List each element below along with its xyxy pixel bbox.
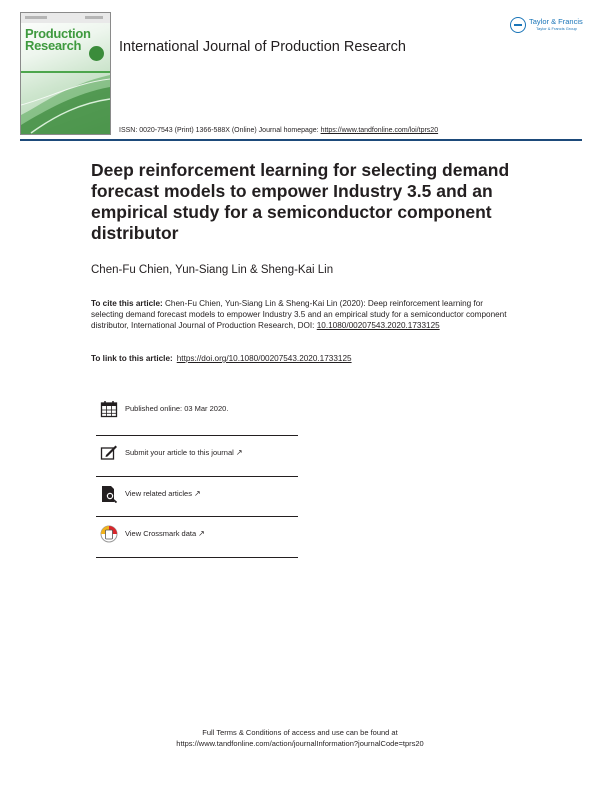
article-doi-link[interactable]: https://doi.org/10.1080/00207543.2020.1733125: [176, 354, 352, 363]
logo-icon: [510, 17, 526, 33]
crossmark-label: View Crossmark data: [125, 529, 197, 538]
related-articles-label-wrap: [125, 489, 201, 498]
cover-band: [21, 71, 110, 73]
footer: [0, 727, 600, 749]
cover-badge: [89, 46, 104, 61]
footer-terms-link[interactable]: https://www.tandfonline.com/action/journalInformation?journalCode=tprs20: [176, 739, 424, 748]
submit-article-link[interactable]: [96, 436, 298, 474]
article-authors: Chen-Fu Chien, Yun-Siang Lin & Sheng-Kai Lin: [91, 264, 334, 276]
homepage-link[interactable]: https://www.tandfonline.com/loi/tprs20: [320, 127, 439, 134]
cite-doi-link[interactable]: 10.1080/00207543.2020.1733125: [316, 321, 440, 330]
submit-article-label-wrap: [125, 448, 243, 457]
crossmark-label-wrap: [125, 529, 205, 538]
external-link-icon: ↗: [235, 448, 243, 457]
cite-label: To cite this article:: [91, 299, 163, 308]
issn-line: [119, 127, 438, 134]
external-link-icon: ↗: [193, 489, 201, 498]
article-title: Deep reinforcement learning for selecting demand forecast models to empower Industry 3.5 and an empirical study for a semiconductor component distributor: [91, 160, 510, 243]
calendar-icon: [100, 400, 118, 418]
footer-terms-text: Full Terms & Conditions of access and use can be found at: [202, 728, 398, 737]
link-label: To link to this article:: [91, 354, 173, 363]
publisher-logo[interactable]: [510, 15, 582, 37]
journal-name[interactable]: International Journal of Production Research: [119, 39, 406, 55]
external-link-icon: ↗: [198, 529, 205, 538]
header-divider: [20, 139, 582, 141]
published-online-item: [96, 392, 298, 430]
published-online-label: Published online: 03 Mar 2020.: [125, 404, 229, 413]
crossmark-icon: [100, 525, 118, 543]
cite-text: Chen-Fu Chien, Yun-Siang Lin & Sheng-Kai Lin (2020): Deep reinforcement learning for selecting demand forecast models to empower Industry 3.5 and an empirical study for a semiconductor component distributor, International Journal of Production Research, DOI:: [91, 299, 507, 330]
document-search-icon: [100, 485, 118, 503]
citation-block: [91, 298, 511, 331]
related-articles-label: View related articles: [125, 489, 192, 498]
article-link-line: [91, 354, 352, 363]
cover-title: Production Research: [25, 26, 91, 53]
pencil-icon: [100, 444, 118, 462]
crossmark-link[interactable]: [96, 517, 298, 555]
journal-cover-image: [20, 12, 111, 135]
submit-article-label: Submit your article to this journal: [125, 448, 234, 457]
related-articles-link[interactable]: [96, 477, 298, 515]
publisher-tagline: Taylor & Francis Group: [536, 26, 577, 31]
publisher-name: Taylor & Francis: [529, 17, 583, 26]
issn-text: ISSN: 0020-7543 (Print) 1366-588X (Online) Journal homepage:: [119, 127, 319, 134]
cover-wave-graphic: [21, 75, 110, 134]
cover-top-strip: [21, 13, 110, 23]
item-divider: [96, 557, 298, 558]
